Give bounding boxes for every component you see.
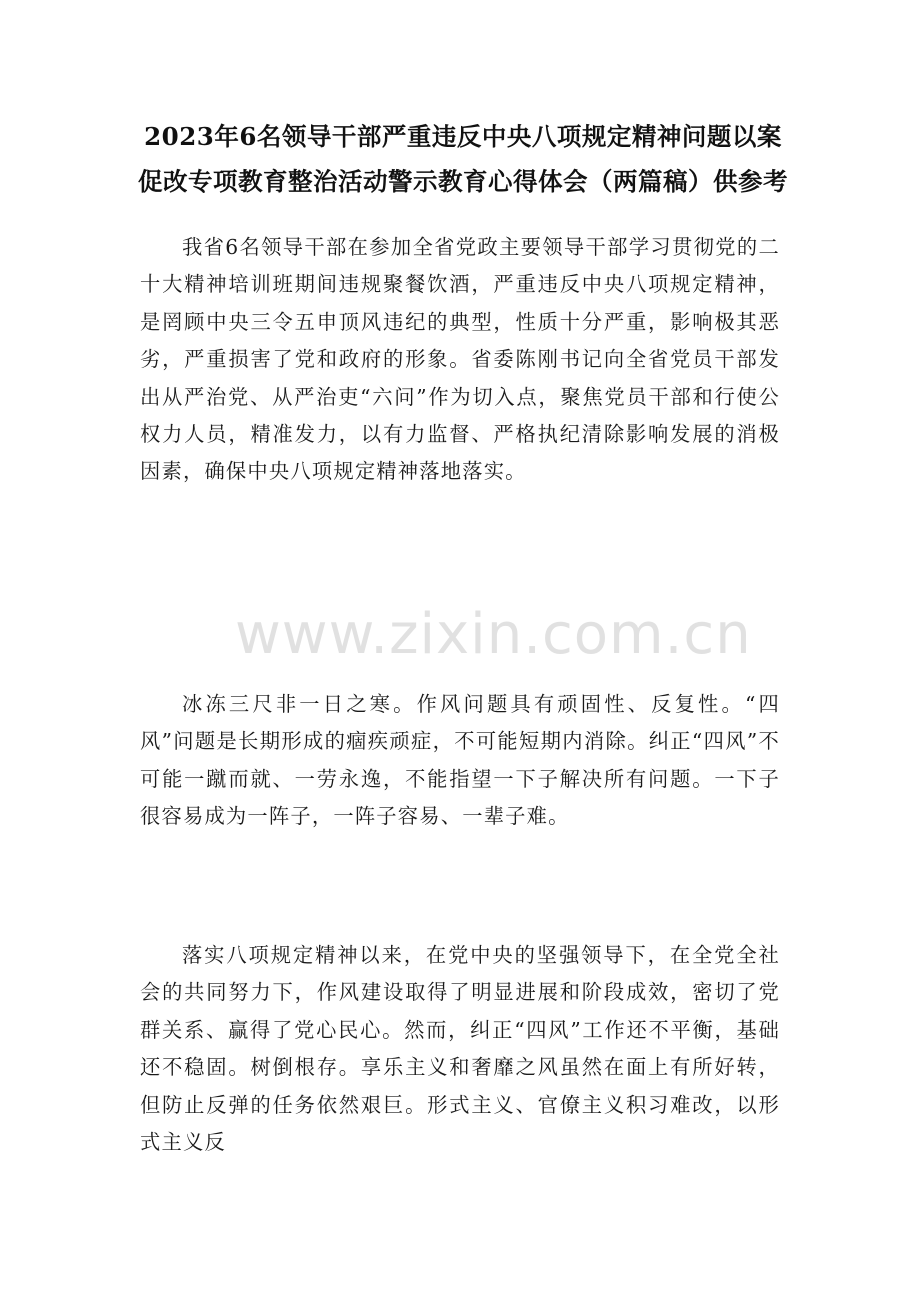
paragraph-2: 冰冻三尺非一日之寒。作风问题具有顽固性、反复性。“四风”问题是长期形成的痼疾顽症，不可能短期内消除。纠正“四风”不可能一蹴而就、一劳永逸，不能指望一下子解决所有问题。一下子很容易成为一阵子，一阵子容易、一辈子难。 (140, 692, 780, 829)
watermark: www.zixin.com.cn (235, 602, 752, 667)
paragraph-3: 落实八项规定精神以来，在党中央的坚强领导下，在全党全社会的共同努力下，作风建设取得了明显进展和阶段成效，密切了党群关系、赢得了党心民心。然而，纠正“四风”工作还不平衡，基础还不稳固。树倒根存。享乐主义和奢靡之风虽然在面上有所好转，但防止反弹的任务依然艰巨。形式主义、官僚主义积习难改，以形式主义反 (140, 943, 780, 1155)
paragraph-1: 我省6名领导干部在参加全省党政主要领导干部学习贯彻党的二十大精神培训班期间违规聚餐饮酒，严重违反中央八项规定精神，是罔顾中央三令五申顶风违纪的典型，性质十分严重，影响极其恶劣，严重损害了党和政府的形象。省委陈刚书记向全省党员干部发出从严治党、从严治吏“六问”作为切入点，聚焦党员干部和行使公权力人员，精准发力，以有力监督、严格执纪清除影响发展的消极因素，确保中央八项规定精神落地落实。 (140, 235, 780, 484)
document-title: 2023年6名领导干部严重违反中央八项规定精神问题以案促改专项教育整治活动警示教育心得体会（两篇稿）供参考 (138, 122, 788, 196)
